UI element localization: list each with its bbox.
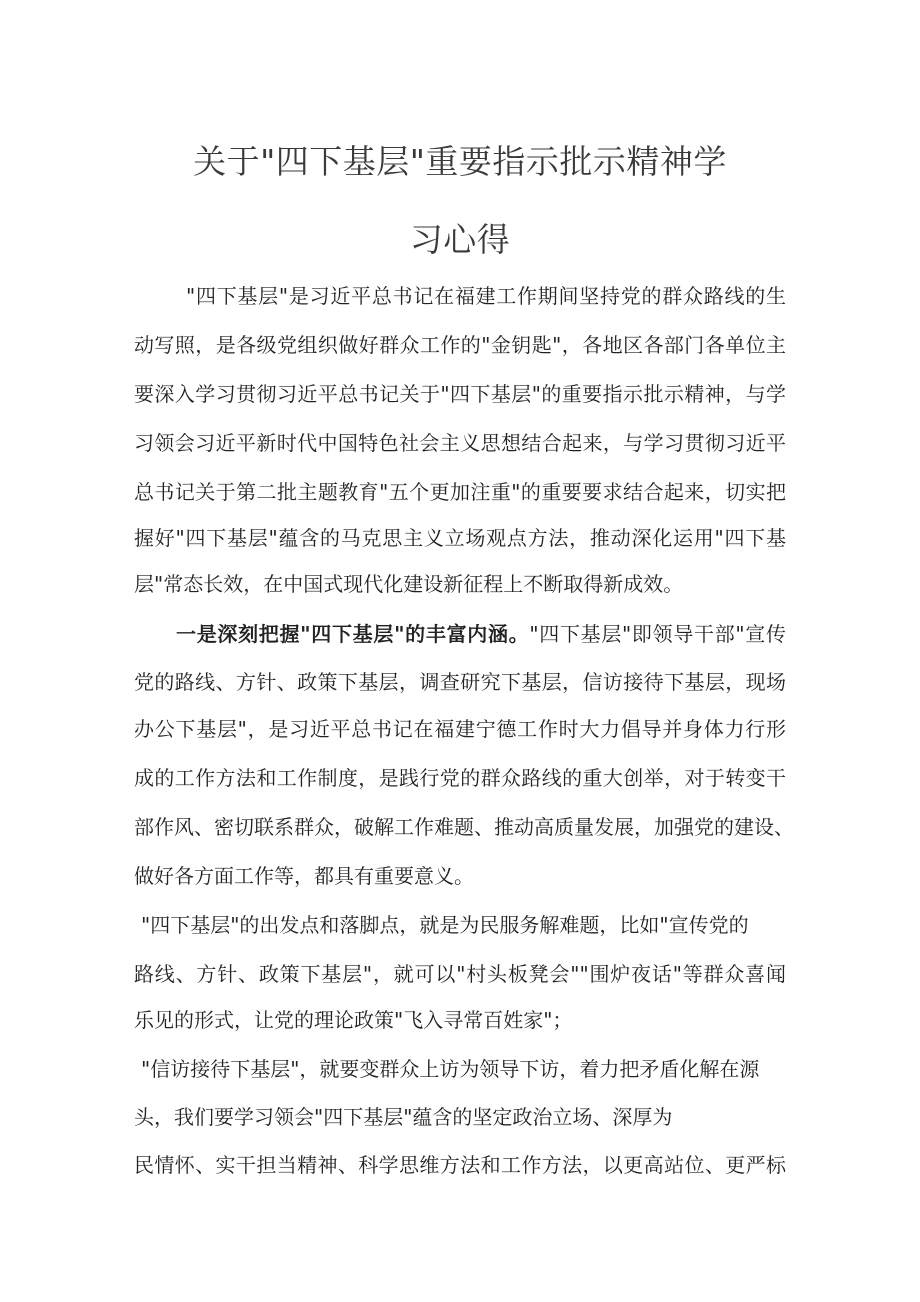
paragraph-3-line: 路线、方针、政策下基层"，就可以"村头板凳会""围炉夜话"等群众喜闻 <box>134 962 786 986</box>
paragraph-3-line: 乐见的形式，让党的理论政策"飞入寻常百姓家"； <box>134 1008 573 1032</box>
paragraph-1-line: "四下基层"是习近平总书记在福建工作期间坚持党的群众路线的生 <box>186 284 786 308</box>
paragraph-4-line: 民情怀、实干担当精神、科学思维方法和工作方法，以更高站位、更严标 <box>134 1153 786 1177</box>
section-heading-bold: 一是深刻把握"四下基层"的丰富内涵。 <box>176 622 530 646</box>
paragraph-1-line: 层"常态长效，在中国式现代化建设新征程上不断取得新成效。 <box>134 572 684 596</box>
paragraph-1-line: 习领会习近平新时代中国特色社会主义思想结合起来，与学习贯彻习近平 <box>134 431 786 455</box>
paragraph-2-line: 成的工作方法和工作制度，是践行党的群众路线的重大创举，对于转变干 <box>134 766 786 790</box>
paragraph-4-line: "信访接待下基层"，就要变群众上访为领导下访，着力把矛盾化解在源 <box>141 1057 760 1081</box>
paragraph-2-text: "四下基层"即领导干部"宣传 <box>529 622 786 646</box>
paragraph-2-line: 办公下基层"，是习近平总书记在福建宁德工作时大力倡导并身体力行形 <box>134 717 786 741</box>
paragraph-2-first-line <box>176 621 786 647</box>
paragraph-3-line: "四下基层"的出发点和落脚点，就是为民服务解难题，比如"宣传党的 <box>141 913 749 937</box>
paragraph-1-line: 总书记关于第二批主题教育"五个更加注重"的重要要求结合起来，切实把 <box>134 480 786 504</box>
paragraph-2-line: 党的路线、方针、政策下基层，调查研究下基层，信访接待下基层，现场 <box>134 670 786 694</box>
paragraph-1-line: 握好"四下基层"蕴含的马克思主义立场观点方法，推动深化运用"四下基 <box>134 526 786 550</box>
paragraph-1-line: 要深入学习贯彻习近平总书记关于"四下基层"的重要指示批示精神，与学 <box>134 382 786 406</box>
paragraph-2-line: 部作风、密切联系群众，破解工作难题、推动高质量发展，加强党的建设、 <box>134 815 794 839</box>
paragraph-1-line: 动写照，是各级党组织做好群众工作的"金钥匙"，各地区各部门各单位主 <box>134 333 786 357</box>
paragraph-2-line: 做好各方面工作等，都具有重要意义。 <box>134 864 474 888</box>
document-title-line-1: 关于"四下基层"重要指示批示精神学 <box>193 142 727 181</box>
document-title-line-2: 习心得 <box>409 220 511 259</box>
paragraph-4-line: 头，我们要学习领会"四下基层"蕴含的坚定政治立场、深厚为 <box>134 1105 673 1129</box>
